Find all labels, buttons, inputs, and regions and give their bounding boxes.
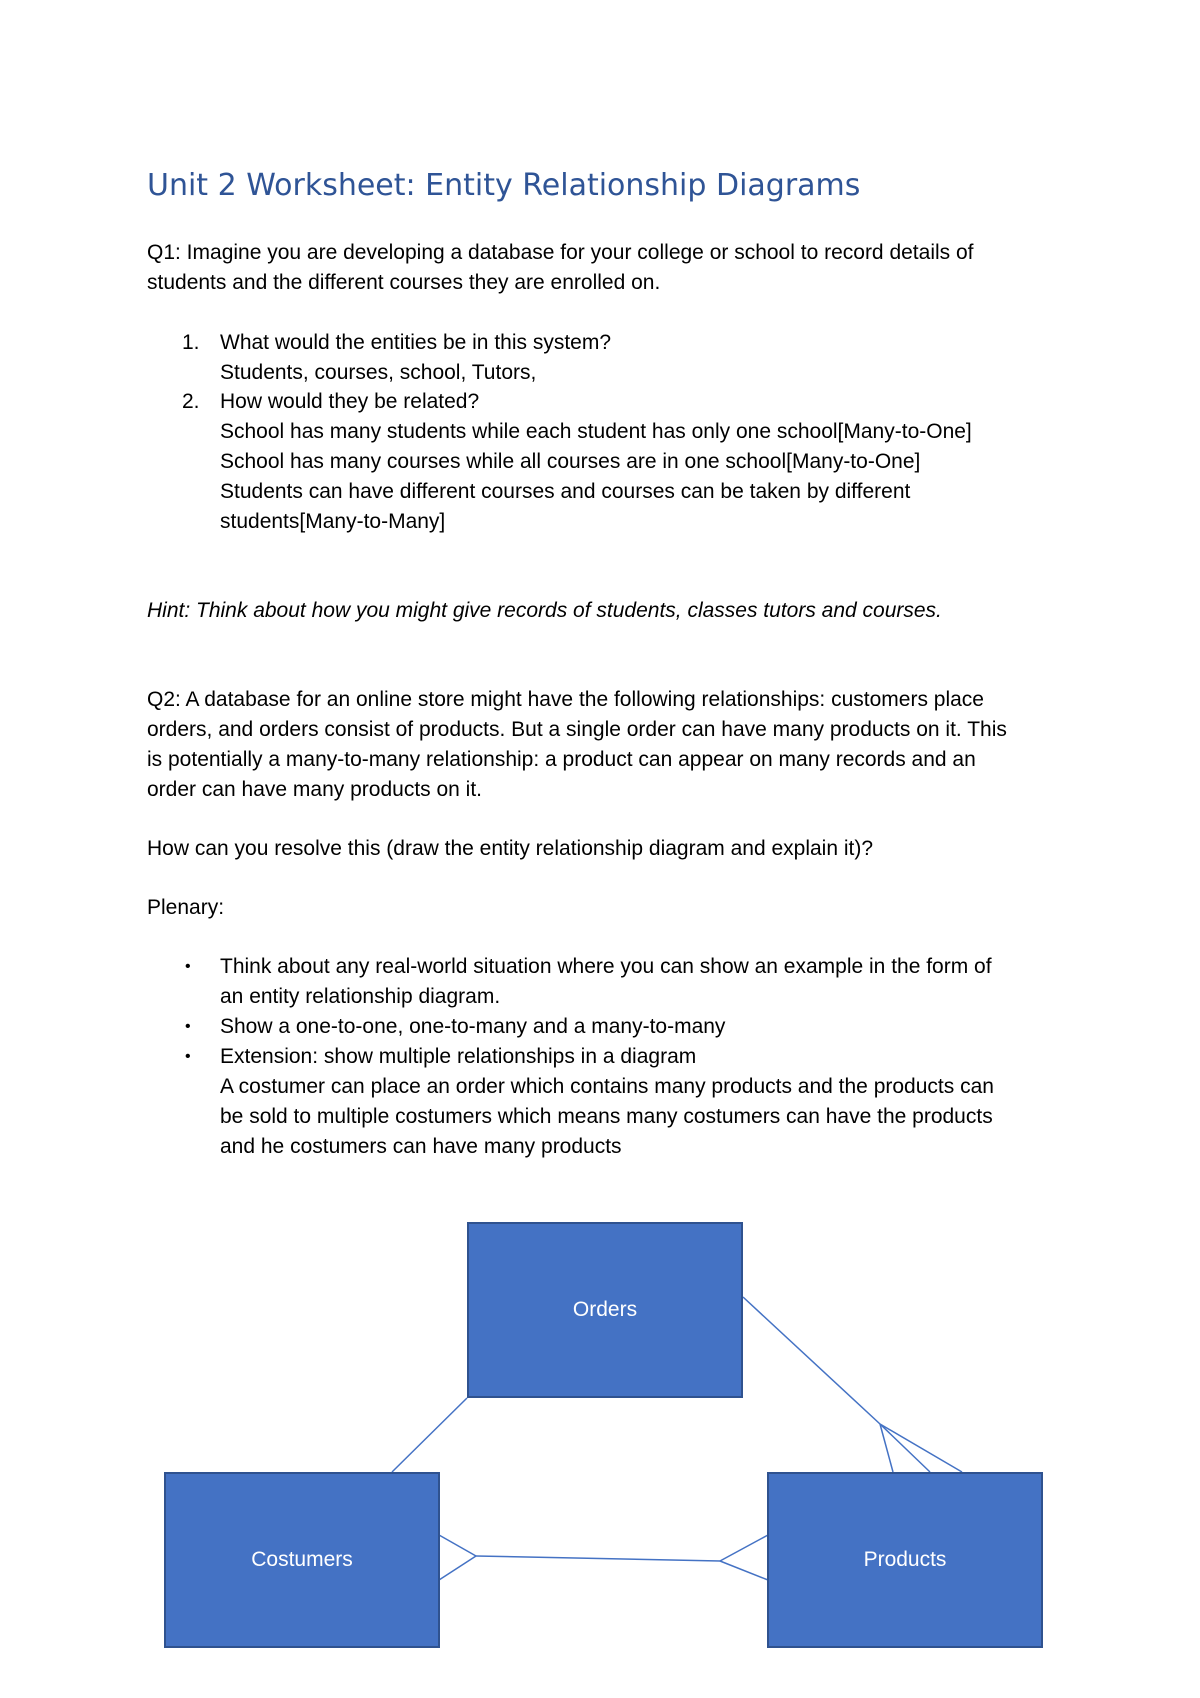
list-item-content: [220, 387, 972, 537]
bullet-icon: •: [185, 1048, 191, 1065]
crows-foot-prong: [439, 1556, 476, 1580]
list-item-line: School has many courses while all courses are in one school[Many-to-One]: [220, 450, 921, 473]
crows-foot-prong: [720, 1535, 768, 1561]
page-title: Unit 2 Worksheet: Entity Relationship Diagrams: [147, 168, 861, 203]
entity-costumers: [164, 1472, 440, 1648]
list-item-line: How would they be related?: [220, 390, 480, 413]
list-number: 2.: [182, 390, 200, 413]
list-item-line: Extension: show multiple relationships in a diagram: [220, 1045, 697, 1068]
list-item-content: [220, 328, 611, 388]
list-item-line: School has many students while each student has only one school[Many-to-One]: [220, 420, 972, 443]
q2-question: [147, 834, 1067, 864]
q2-line: is potentially a many-to-many relationship: a product can appear on many records and an: [147, 748, 976, 771]
list-item-line: Show a one-to-one, one-to-many and a many-to-many: [220, 1015, 726, 1038]
list-item-line: What would the entities be in this system?: [220, 331, 612, 354]
orders-costumers-connector: [392, 1398, 467, 1472]
entity-products-label: Products: [863, 1548, 947, 1571]
entity-orders: [467, 1222, 743, 1398]
list-item-line: Think about any real-world situation where you can show an example in the form of: [220, 955, 992, 978]
crows-foot-prong: [439, 1535, 476, 1556]
q2-line: order can have many products on it.: [147, 778, 483, 801]
hint-text: Hint: Think about how you might give records of students, classes tutors and courses.: [147, 599, 942, 622]
costumers-products-connector: [476, 1556, 720, 1561]
bullet-icon: •: [185, 958, 191, 975]
list-item-content: [220, 1042, 994, 1162]
crows-foot-prong: [880, 1424, 930, 1472]
list-item-line: Students can have different courses and courses can be taken by different: [220, 480, 911, 503]
list-item-content: [220, 952, 992, 1012]
list-item-line: an entity relationship diagram.: [220, 985, 501, 1008]
q2-line: orders, and orders consist of products. But a single order can have many products on it. This: [147, 718, 1007, 741]
q2-question-text: How can you resolve this (draw the entity relationship diagram and explain it)?: [147, 837, 874, 860]
orders-products-connector: [743, 1297, 880, 1424]
list-item-line: and he costumers can have many products: [220, 1135, 622, 1158]
q2-paragraph: [147, 685, 1067, 805]
q1-line: students and the different courses they are enrolled on.: [147, 271, 661, 294]
list-item-content: [220, 1012, 725, 1042]
q1-line: Q1: Imagine you are developing a database for your college or school to record details of: [147, 241, 974, 264]
list-item-line: students[Many-to-Many]: [220, 510, 446, 533]
entity-orders-label: Orders: [572, 1298, 638, 1321]
crows-foot-prong: [720, 1561, 768, 1580]
q1-hint: [147, 596, 1067, 626]
list-item-line: Students, courses, school, Tutors,: [220, 361, 537, 384]
q1-paragraph: [147, 238, 1067, 298]
bullet-icon: •: [185, 1018, 191, 1035]
list-item-line: be sold to multiple costumers which means many costumers can have the products: [220, 1105, 993, 1128]
plenary-heading-text: Plenary:: [147, 896, 225, 919]
plenary-heading: [147, 893, 1067, 923]
entity-products: [767, 1472, 1043, 1648]
list-item-line: A costumer can place an order which contains many products and the products can: [220, 1075, 994, 1098]
entity-costumers-label: Costumers: [251, 1548, 353, 1571]
list-number: 1.: [182, 331, 200, 354]
q2-line: Q2: A database for an online store might have the following relationships: customers place: [147, 688, 984, 711]
crows-foot-prong: [880, 1424, 893, 1472]
crows-foot-prong: [880, 1424, 962, 1472]
